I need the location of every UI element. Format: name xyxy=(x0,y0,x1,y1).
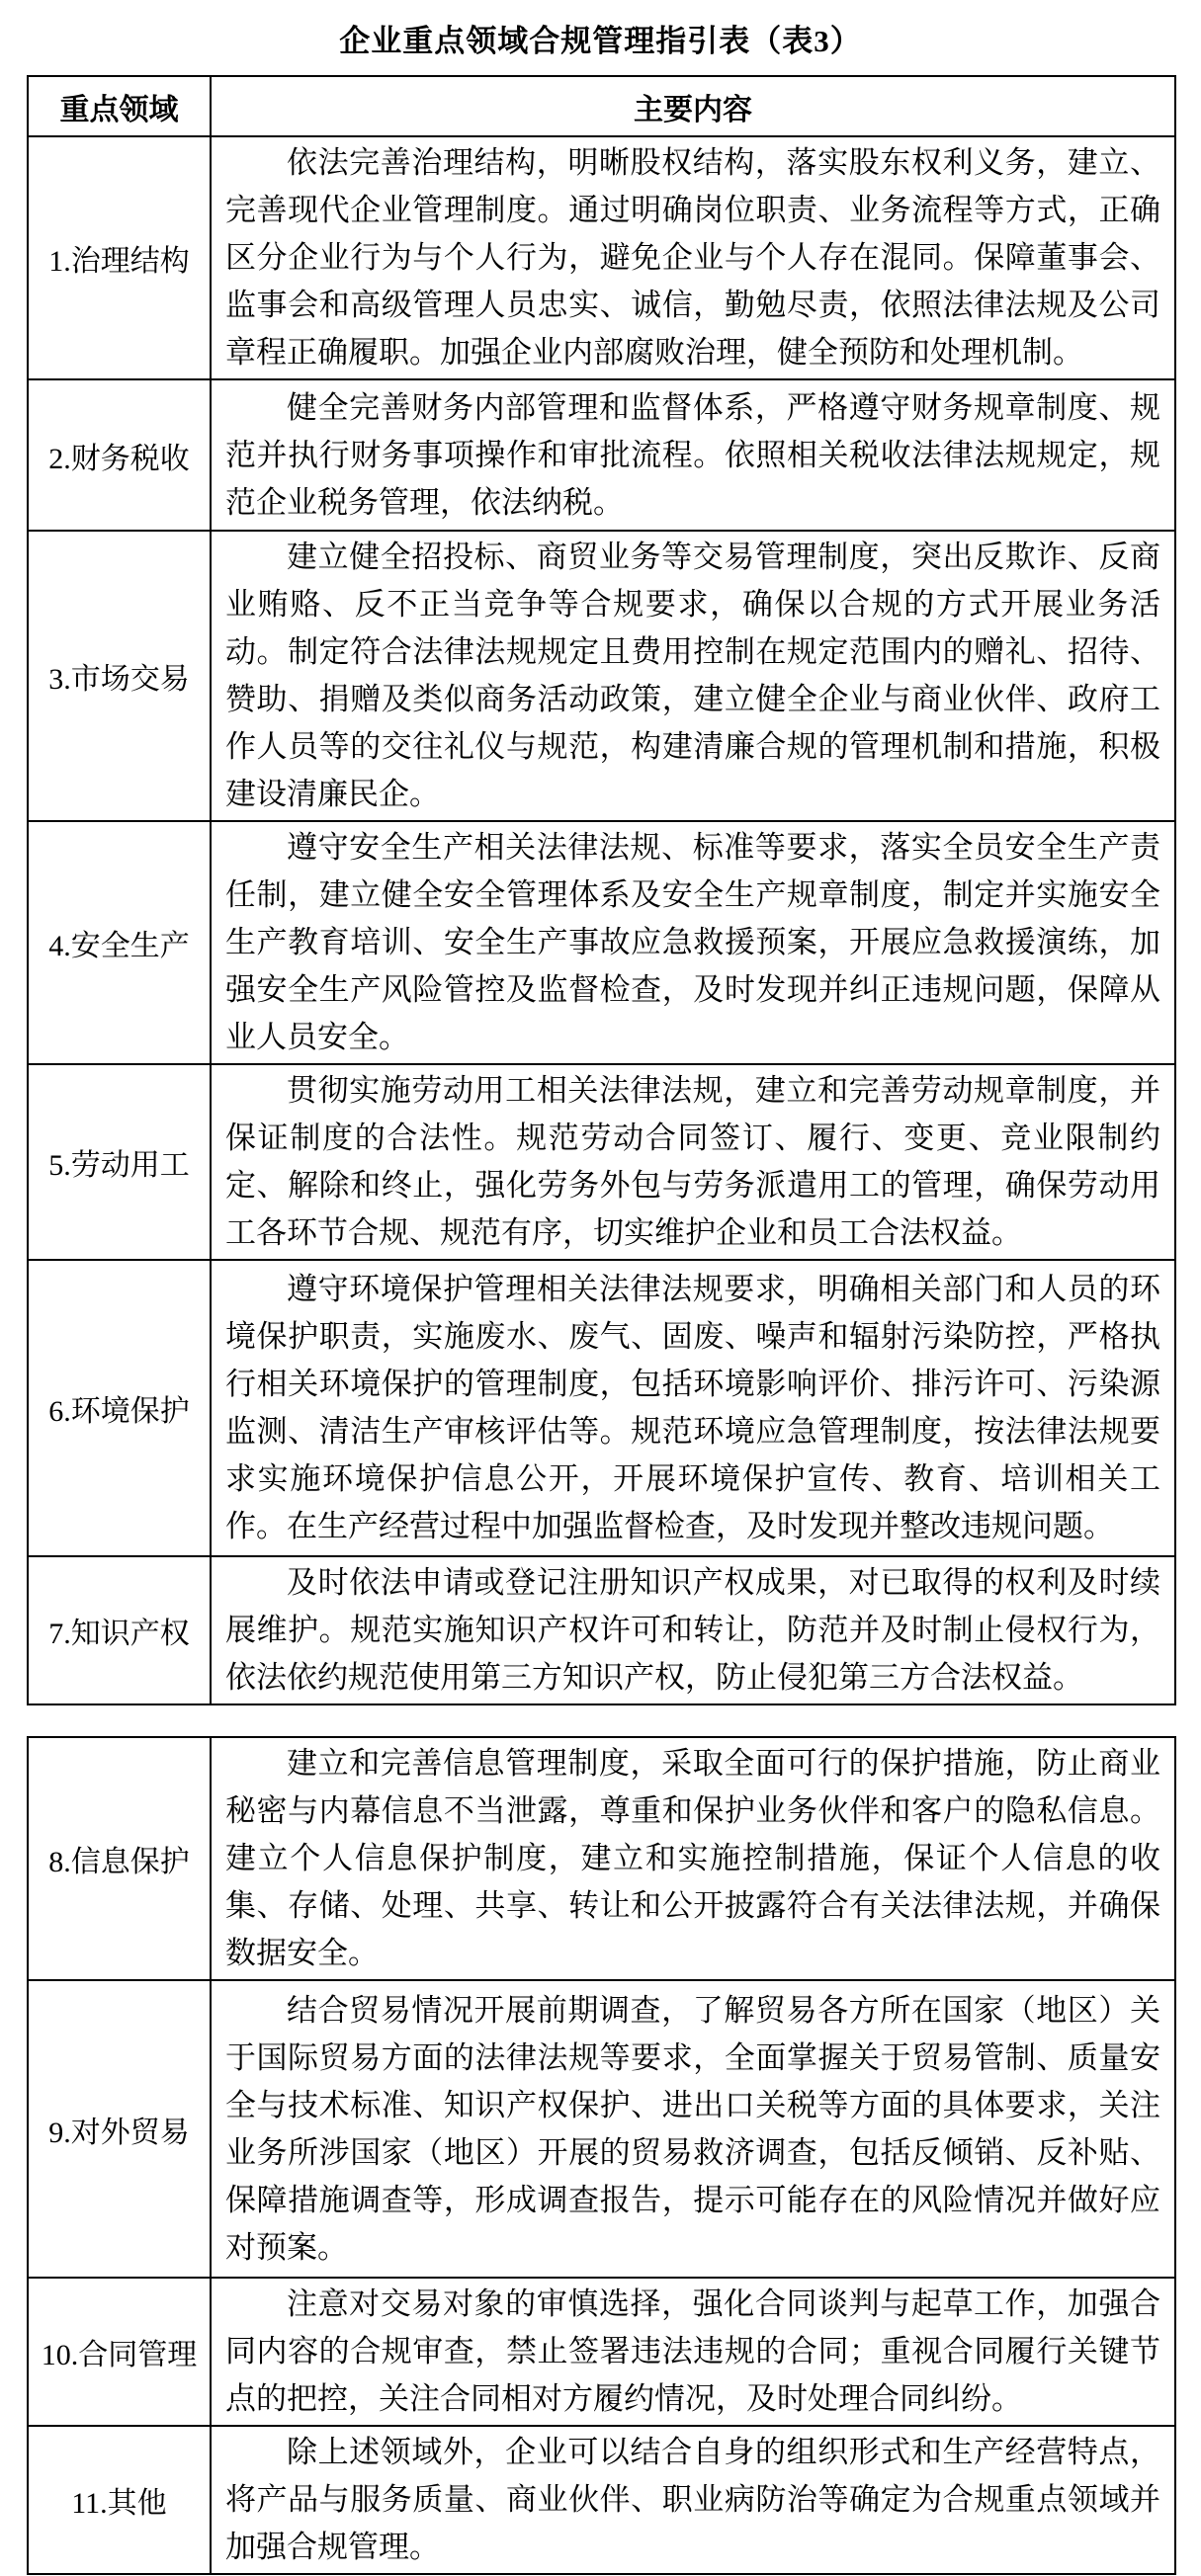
page-title: 企业重点领域合规管理指引表（表3） xyxy=(339,24,862,58)
table-row xyxy=(28,1737,1175,1980)
table-row xyxy=(28,821,1175,1064)
content-text: 建立健全招投标、商贸业务等交易管理制度，突出反欺诈、反商业贿赂、反不正当竞争等合规要求，确保以合规的方式开展业务活动。制定符合法律法规规定且费用控制在规定范围内的赠礼、招待、赞助、捐赠及类似商务活动政策，建立健全企业与商业伙伴、政府工作人员等的交往礼仪与规范，构建清廉合规的管理机制和措施，积极建设清廉民企。 xyxy=(225,540,1160,811)
area-label: 4.安全生产 xyxy=(28,821,211,1064)
content-cell xyxy=(211,1980,1175,2278)
content-cell xyxy=(211,1260,1175,1556)
content-text: 遵守环境保护管理相关法律法规要求，明确相关部门和人员的环境保护职责，实施废水、废气、固废、噪声和辐射污染防控，严格执行相关环境保护的管理制度，包括环境影响评价、排污许可、污染源监测、清洁生产审核评估等。规范环境应急管理制度，按法律法规要求实施环境保护信息公开，开展环境保护宣传、教育、培训相关工作。在生产经营过程中加强监督检查，及时发现并整改违规问题。 xyxy=(225,1272,1160,1543)
area-label: 5.劳动用工 xyxy=(28,1064,211,1260)
area-label: 11.其他 xyxy=(28,2426,211,2574)
table-row xyxy=(28,531,1175,821)
table-row xyxy=(28,1064,1175,1260)
content-cell xyxy=(211,2426,1175,2574)
content-cell xyxy=(211,136,1175,379)
area-label: 7.知识产权 xyxy=(28,1556,211,1704)
area-label: 6.环境保护 xyxy=(28,1260,211,1556)
table-row xyxy=(28,379,1175,531)
content-cell xyxy=(211,1556,1175,1704)
content-text: 结合贸易情况开展前期调查，了解贸易各方所在国家（地区）关于国际贸易方面的法律法规等要求，全面掌握关于贸易管制、质量安全与技术标准、知识产权保护、进出口关税等方面的具体要求，关注业务所涉国家（地区）开展的贸易救济调查，包括反倾销、反补贴、保障措施调查等，形成调查报告，提示可能存在的风险情况并做好应对预案。 xyxy=(225,1992,1160,2265)
content-text: 注意对交易对象的审慎选择，强化合同谈判与起草工作，加强合同内容的合规审查，禁止签署违法违规的合同；重视合同履行关键节点的把控，关注合同相对方履约情况，及时处理合同纠纷。 xyxy=(225,2286,1160,2416)
content-text: 遵守安全生产相关法律法规、标准等要求，落实全员安全生产责任制，建立健全安全管理体系及安全生产规章制度，制定并实施安全生产教育培训、安全生产事故应急救援预案，开展应急救援演练，加强安全生产风险管控及监督检查，及时发现并纠正违规问题，保障从业人员安全。 xyxy=(225,830,1160,1054)
content-text: 除上述领域外，企业可以结合自身的组织形式和生产经营特点，将产品与服务质量、商业伙伴、职业病防治等确定为合规重点领域并加强合规管理。 xyxy=(225,2435,1160,2564)
table-header-row xyxy=(28,76,1175,136)
table-row xyxy=(28,136,1175,379)
table-row xyxy=(28,1260,1175,1556)
page-break-gap xyxy=(0,1705,1201,1736)
content-cell xyxy=(211,531,1175,821)
column-header-main-content: 主要内容 xyxy=(211,76,1175,136)
area-label: 3.市场交易 xyxy=(28,531,211,821)
table-row xyxy=(28,2278,1175,2426)
content-cell xyxy=(211,1064,1175,1260)
content-text: 贯彻实施劳动用工相关法律法规，建立和完善劳动规章制度，并保证制度的合法性。规范劳动合同签订、履行、变更、竞业限制约定、解除和终止，强化劳务外包与劳务派遣用工的管理，确保劳动用工各环节合规、规范有序，切实维护企业和员工合法权益。 xyxy=(225,1073,1160,1250)
content-text: 建立和完善信息管理制度，采取全面可行的保护措施，防止商业秘密与内幕信息不当泄露，尊重和保护业务伙伴和客户的隐私信息。建立个人信息保护制度，建立和实施控制措施，保证个人信息的收集、存储、处理、共享、转让和公开披露符合有关法律法规，并确保数据安全。 xyxy=(225,1746,1160,1970)
column-header-key-area: 重点领域 xyxy=(28,76,211,136)
area-label: 8.信息保护 xyxy=(28,1737,211,1980)
compliance-table-part-2 xyxy=(27,1736,1176,2575)
content-text: 依法完善治理结构，明晰股权结构，落实股东权利义务，建立、完善现代企业管理制度。通过明确岗位职责、业务流程等方式，正确区分企业行为与个人行为，避免企业与个人存在混同。保障董事会、监事会和高级管理人员忠实、诚信，勤勉尽责，依照法律法规及公司章程正确履职。加强企业内部腐败治理，健全预防和处理机制。 xyxy=(225,145,1160,370)
area-label: 1.治理结构 xyxy=(28,136,211,379)
content-cell xyxy=(211,2278,1175,2426)
area-label: 2.财务税收 xyxy=(28,379,211,531)
area-label: 10.合同管理 xyxy=(28,2278,211,2426)
table-row xyxy=(28,1556,1175,1704)
content-text: 健全完善财务内部管理和监督体系，严格遵守财务规章制度、规范并执行财务事项操作和审批流程。依照相关税收法律法规规定，规范企业税务管理，依法纳税。 xyxy=(225,389,1160,520)
content-cell xyxy=(211,821,1175,1064)
content-text: 及时依法申请或登记注册知识产权成果，对已取得的权利及时续展维护。规范实施知识产权许可和转让，防范并及时制止侵权行为，依法依约规范使用第三方知识产权，防止侵犯第三方合法权益。 xyxy=(225,1565,1160,1695)
content-cell xyxy=(211,1737,1175,1980)
area-label: 9.对外贸易 xyxy=(28,1980,211,2278)
compliance-table-part-1 xyxy=(27,75,1176,1705)
table-row xyxy=(28,1980,1175,2278)
content-cell xyxy=(211,379,1175,531)
table-row xyxy=(28,2426,1175,2574)
